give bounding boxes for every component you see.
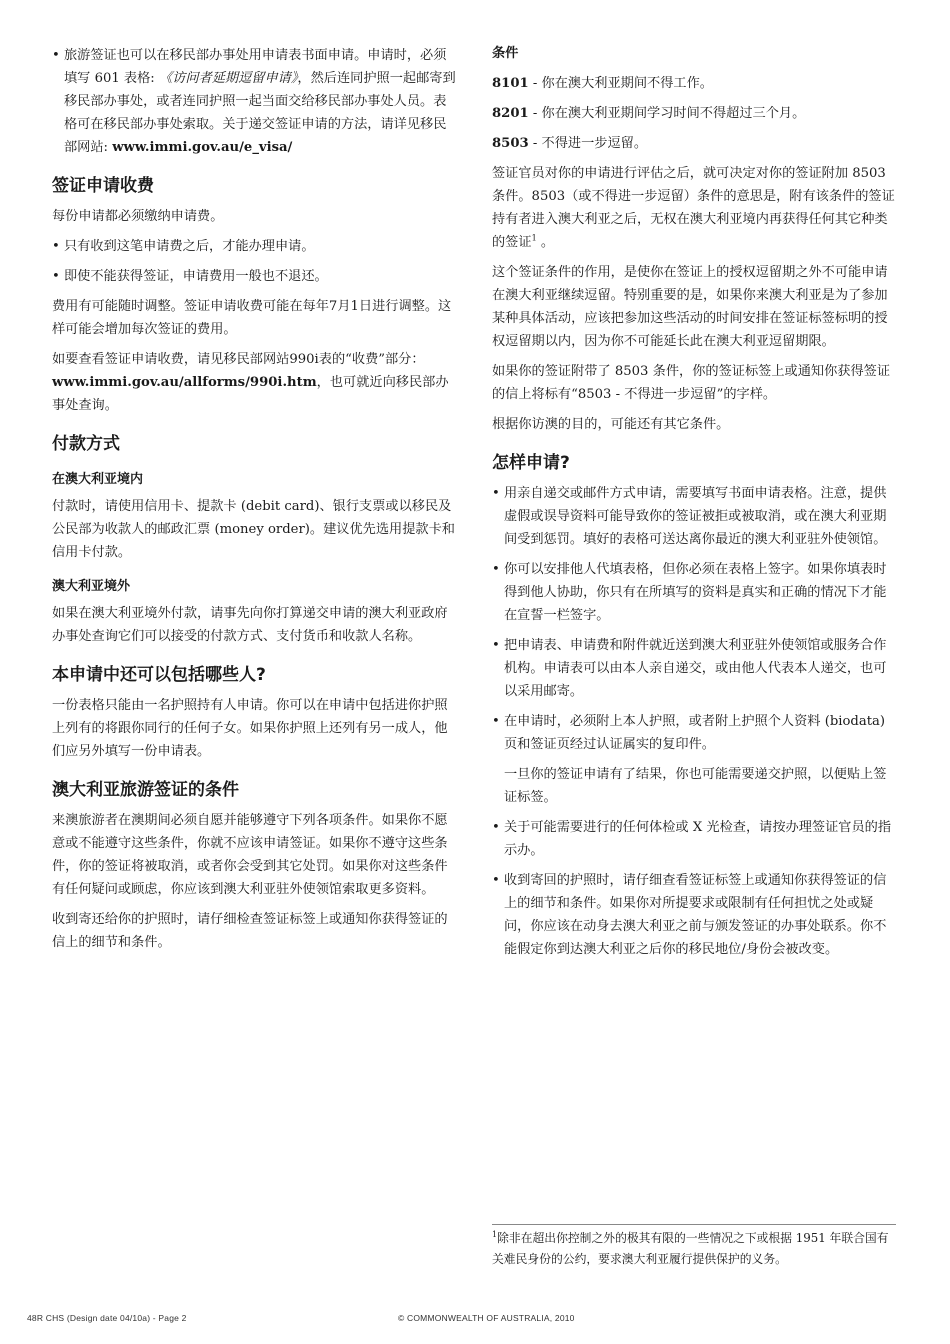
form-name: 《访问者延期逗留申请》 <box>158 71 298 86</box>
conditions-heading: 澳大利亚旅游签证的条件 <box>52 780 239 800</box>
condition-p1 <box>492 162 896 254</box>
condition-code: 8101 <box>492 76 529 91</box>
list-item: • 收到寄回的护照时，请仔细查看签证标签上或通知你获得签证的信上的细节和条件。如果你对所提要求或限制有任何担忧之处或疑问，你应该在动身去澳大利亚之前与颁发签证的办事处联系。你不能假定你到达澳大利亚之后你的移民地位/身份会被改变。 <box>492 869 896 961</box>
apply-list <box>492 482 896 756</box>
condition-text: - 你在澳大利亚期间不得工作。 <box>528 76 713 91</box>
list-item: • 你可以安排他人代填表格，但你必须在表格上签字。如果你填表时得到他人协助，你只有在所填写的资料是真实和正确的情况下才能在宣誓一栏签字。 <box>492 558 896 627</box>
outside-australia-text: 如果在澳大利亚境外付款，请事先向你打算递交申请的澳大利亚政府办事处查询它们可以接受的付款方式、支付货币和收款人名称。 <box>52 606 448 644</box>
apply-heading: 怎样申请? <box>492 453 570 473</box>
fees-heading: 签证申请收费 <box>52 176 154 196</box>
payment-heading: 付款方式 <box>52 434 120 454</box>
fees-p3-text: 如要查看签证申请收费，请见移民部网站990i表的“收费”部分： <box>52 352 425 367</box>
condition-item <box>492 132 896 155</box>
footnote-number: 1 <box>492 1230 498 1240</box>
list-item: • 用亲自递交或邮件方式申请，需要填写书面申请表格。注意，提供虚假或误导资料可能导致你的签证被拒或被取消，或在澳大利亚期间受到惩罚。填好的表格可送达离你最近的澳大利亚驻外使领馆。 <box>492 482 896 551</box>
condition-p4: 根据你访澳的目的，可能还有其它条件。 <box>492 417 730 432</box>
list-item: • 在申请时，必须附上本人护照，或者附上护照个人资料 (biodata) 页和签证页经过认证属实的复印件。 <box>492 710 896 756</box>
footnote-ref: 1 <box>531 233 537 243</box>
apply-list-2 <box>492 816 896 961</box>
condition-code: 8201 <box>492 106 529 121</box>
condition-item <box>492 72 896 95</box>
list-item <box>52 44 456 159</box>
list-item: • 把申请表、申请费和附件就近送到澳大利亚驻外使领馆或服务合作机构。申请表可以由本人亲自递交，或由他人代表本人递交，也可以采用邮寄。 <box>492 634 896 703</box>
condition-p3: 如果你的签证附带了 8503 条件，你的签证标签上或通知你获得签证的信上将标有“8503 - 不得进一步逗留”的字样。 <box>492 364 891 402</box>
page-footer-copyright: © COMMONWEALTH OF AUSTRALIA, 2010 <box>398 1313 575 1323</box>
condition-code: 8503 <box>492 136 529 151</box>
condition-p1-end: 。 <box>536 235 555 250</box>
left-column <box>52 44 456 961</box>
fees-list <box>52 235 456 288</box>
list-item: • 关于可能需要进行的任何体检或 X 光检查，请按办理签证官员的指示办。 <box>492 816 896 862</box>
fees-p1: 每份申请都必须缴纳申请费。 <box>52 209 224 224</box>
conditions-p2: 收到寄还给你的护照时，请仔细检查签证标签上或通知你获得签证的信上的细节和条件。 <box>52 912 448 950</box>
in-australia-heading: 在澳大利亚境内 <box>52 472 144 487</box>
intro-text: 旅游签证也可以在移民部办事处用申请表书面申请。申请时，必须填写 601 表格: <box>64 48 447 86</box>
list-item: • 只有收到这笔申请费之后，才能办理申请。 <box>52 235 456 258</box>
conditions-title: 条件 <box>492 46 519 61</box>
list-item: • 即使不能获得签证，申请费用一般也不退还。 <box>52 265 456 288</box>
condition-p1-text: 签证官员对你的申请进行评估之后，就可决定对你的签证附加 8503 条件。8503（或不得进一步逗留）条件的意思是，附有该条件的签证持有者进入澳大利亚之后，无权在澳大利亚境内再获得任何其它种类的签证 <box>492 166 895 250</box>
condition-p2: 这个签证条件的作用，是使你在签证上的授权逗留期之外不可能申请在澳大利亚继续逗留。特别重要的是，如果你来澳大利亚是为了参加某种具体活动，应该把参加这些活动的时间安排在签证标签标明的授权逗留期以内，因为你不可能延长此在澳大利亚逗留期限。 <box>492 265 888 349</box>
include-heading: 本申请中还可以包括哪些人? <box>52 665 266 685</box>
apply-indent-text: 一旦你的签证申请有了结果，你也可能需要递交护照，以便贴上签证标签。 <box>504 767 887 805</box>
right-column <box>492 44 896 968</box>
fees-link[interactable]: www.immi.gov.au/allforms/990i.htm <box>52 375 317 390</box>
fees-p3 <box>52 348 456 417</box>
condition-text: - 不得进一步逗留。 <box>528 136 648 151</box>
fees-p2: 费用有可能随时调整。签证申请收费可能在每年7月1日进行调整。这样可能会增加每次签证的费用。 <box>52 299 452 337</box>
outside-australia-heading: 澳大利亚境外 <box>52 579 131 594</box>
footnote <box>492 1224 896 1270</box>
evisa-link[interactable]: www.immi.gov.au/e_visa/ <box>112 140 293 155</box>
in-australia-text: 付款时，请使用信用卡、提款卡 (debit card)、银行支票或以移民及公民部为收款人的邮政汇票 (money order)。建议优先选用提款卡和信用卡付款。 <box>52 499 455 560</box>
conditions-p1: 来澳旅游者在澳期间必须自愿并能够遵守下列各项条件。如果你不愿意或不能遵守这些条件，你就不应该申请签证。如果你不遵守这些条件，你的签证将被取消，或者你会受到其它处罚。如果你对这些条件有任何疑问或顾虑，你应该到澳大利亚驻外使领馆索取更多资料。 <box>52 813 448 897</box>
footnote-text: 除非在超出你控制之外的极其有限的一些情况之下或根据 1951 年联合国有关难民身份的公约，要求澳大利亚履行提供保护的义务。 <box>492 1231 889 1266</box>
condition-text: - 你在澳大利亚期间学习时间不得超过三个月。 <box>528 106 806 121</box>
condition-item <box>492 102 896 125</box>
intro-text-2: ，然后连同护照一起邮寄到移民部办事处，或者连同护照一起当面交给移民部办事处人员。表格可在移民部办事处索取。关于递交签证申请的方法，请详见移民部网站: <box>64 71 456 155</box>
include-text: 一份表格只能由一名护照持有人申请。你可以在申请中包括进你护照上列有的将跟你同行的任何子女。如果你护照上还列有另一成人，他们应另外填写一份申请表。 <box>52 698 448 759</box>
fees-p3-text-end: ，也可就近向移民部办事处查询。 <box>52 375 449 413</box>
intro-list <box>52 44 456 159</box>
page-footer-left: 48R CHS (Design date 04/10a) - Page 2 <box>27 1313 187 1323</box>
